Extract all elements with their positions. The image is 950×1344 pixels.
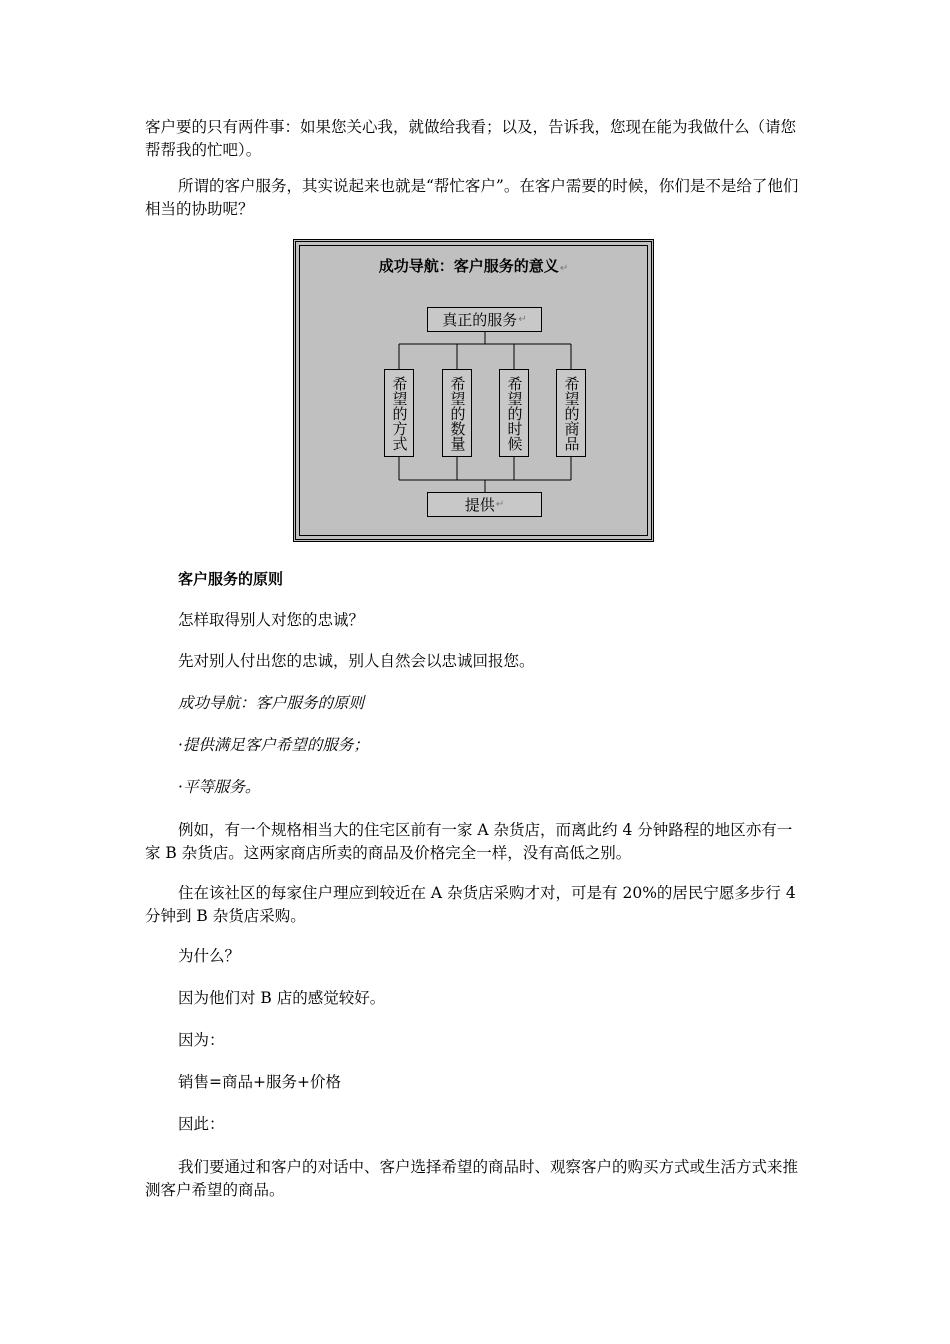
true-service-label: 真正的服务: [442, 311, 518, 329]
provide-box: [427, 492, 542, 517]
paragraph-intro: 客户要的只有两件事：如果您关心我，就做给我看；以及，告诉我，您现在能为我做什么（请您帮帮我的忙吧）。: [145, 118, 797, 159]
column-box-time: 希望的时候: [499, 369, 529, 457]
bullet-satisfy-service: ·提供满足客户希望的服务；: [178, 736, 369, 754]
paragraph-example-stores: 例如，有一个规格相当大的住宅区前有一家 A 杂货店，而离此约 4 分钟路程的地区亦有一家 B 杂货店。这两家商店所卖的商品及价格完全一样，没有高低之别。: [145, 821, 793, 862]
because-b-store: 因为他们对 B 店的感觉较好。: [178, 989, 386, 1007]
column-box-quantity: 希望的数量: [442, 369, 472, 457]
paragraph-service-meaning: 所谓的客户服务，其实说起来也就是“帮忙客户”。在客户需要的时候，你们是不是给了他们相当的协助呢？: [145, 177, 799, 218]
answer-loyalty: 先对别人付出您的忠诚，别人自然会以忠诚回报您。: [178, 652, 535, 670]
therefore-label: 因此：: [178, 1115, 225, 1133]
provide-label: 提供: [464, 496, 495, 514]
sales-formula: 销售=商品+服务+价格: [178, 1073, 341, 1091]
bullet-equal-service: ·平等服务。: [178, 778, 261, 796]
return-mark-icon: ↵: [495, 499, 505, 510]
service-meaning-diagram: [293, 239, 654, 542]
section-heading: 客户服务的原则: [178, 570, 284, 588]
column-box-goods: 希望的商品: [556, 369, 586, 457]
question-loyalty: 怎样取得别人对您的忠诚？: [178, 611, 365, 629]
diagram-title-text: 成功导航：客户服务的意义: [378, 257, 559, 275]
paragraph-infer-goods: 我们要通过和客户的对话中、客户选择希望的商品时、观察客户的购买方式或生活方式来推测客户希望的商品。: [145, 1158, 799, 1199]
return-mark-icon: ↵: [518, 314, 527, 325]
return-mark-icon: ↵: [559, 263, 569, 274]
true-service-box: [427, 307, 542, 332]
column-box-way: 希望的方式: [384, 369, 414, 457]
paragraph-residents: 住在该社区的每家住户理应到较近在 A 杂货店采购才对，可是有 20%的居民宁愿多步行 4 分钟到 B 杂货店采购。: [145, 884, 796, 925]
diagram-frame: [299, 245, 648, 536]
nav-title-principle: 成功导航：客户服务的原则: [178, 694, 365, 712]
question-why: 为什么？: [178, 947, 241, 965]
because-label: 因为：: [178, 1031, 225, 1049]
